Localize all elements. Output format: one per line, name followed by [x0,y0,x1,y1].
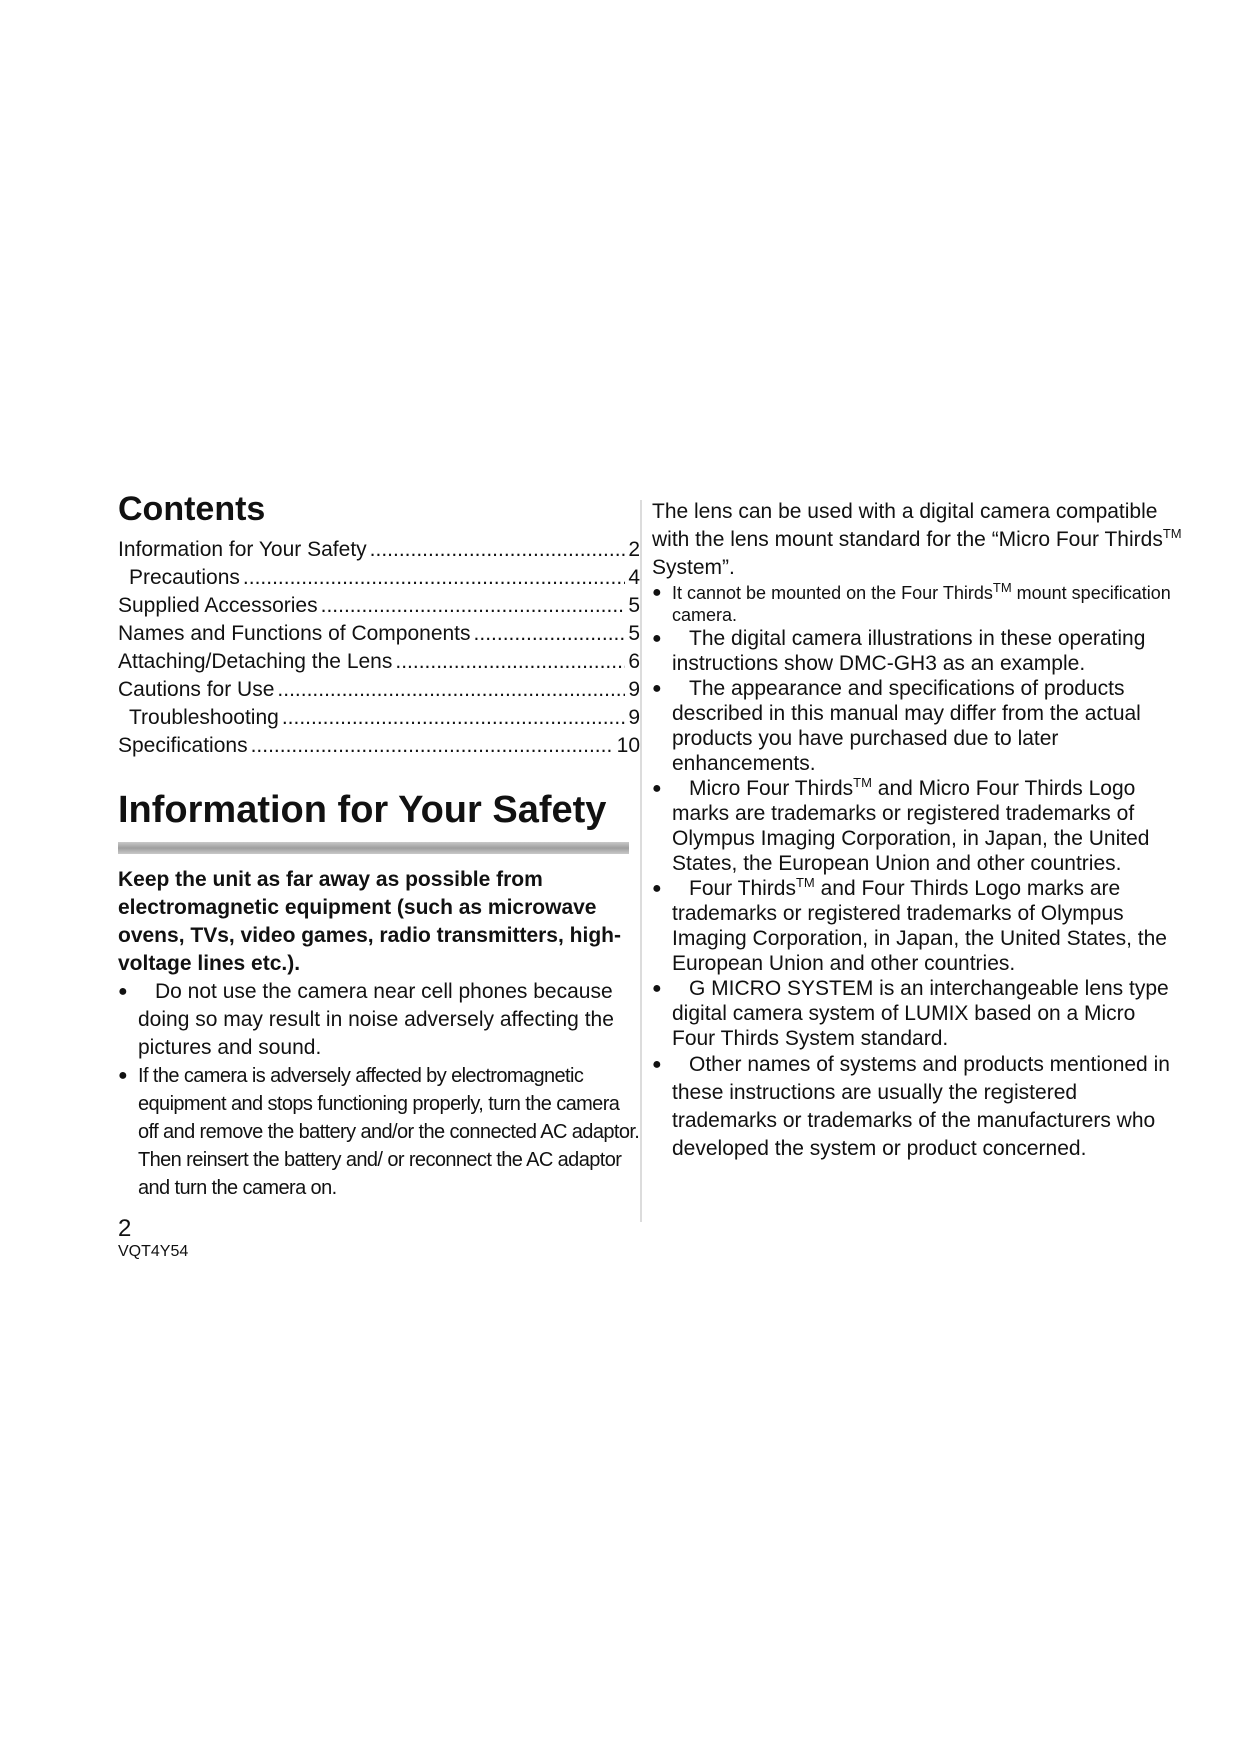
toc-leader [277,676,625,704]
bullet-text [672,876,1184,976]
toc-page: 9 [628,678,640,701]
heading-underline [118,842,629,854]
trademark-sup: TM [853,775,872,790]
toc-leader [474,620,626,648]
toc-page: 2 [628,538,640,561]
b4-text: Four Thirds [689,877,796,900]
bullet-icon: ● [652,680,662,697]
bullet-text [672,582,1184,626]
toc-item[interactable] [118,564,640,592]
bullet-text: The digital camera illustrations in these operating instructions show DMC-GH3 as an example. [672,627,1146,675]
bullet-text [672,776,1184,876]
toc-label: Information for Your Safety [118,538,367,561]
trademark-sup: TM [1162,526,1182,541]
bullet-icon: ● [652,630,662,647]
toc-leader [243,564,625,592]
bullet-icon: ● [652,1056,662,1073]
bullet-icon: ● [652,980,662,997]
toc-item[interactable] [118,704,640,732]
list-item [118,1062,640,1202]
toc-label: Precautions [129,566,240,589]
bullet-icon: ● [652,880,662,897]
list-item [652,676,1184,776]
b3-text-end: and Micro Four Thirds Logo marks are trademarks or registered trademarks of Olympus Imaging Corporation, in Japan, the United States, the European Union and other countries. [672,777,1150,875]
toc-page: 4 [628,566,640,589]
bullet-text: G MICRO SYSTEM is an interchangeable lens type digital camera system of LUMIX based on a Micro Four Thirds System standard. [672,977,1169,1050]
toc-label: Attaching/Detaching the Lens [118,650,393,673]
column-divider [640,500,642,1222]
toc-item[interactable] [118,536,640,564]
table-of-contents [118,536,640,760]
list-item [652,876,1184,976]
lens-compatibility-intro [652,498,1184,582]
safety-heading: Information for Your Safety [118,789,607,831]
toc-page: 5 [628,594,640,617]
toc-label: Names and Functions of Components [118,622,471,645]
list-item [652,976,1184,1051]
bullet-text: Other names of systems and products mentioned in these instructions are usually the registered trademarks or trademarks of the manufacturers who developed the system or product concerned. [672,1053,1170,1160]
toc-item[interactable] [118,676,640,704]
toc-item[interactable] [118,620,640,648]
toc-item[interactable] [118,648,640,676]
notes-list [652,582,1184,1163]
toc-label: Troubleshooting [129,706,279,729]
toc-leader [370,536,626,564]
note-text-end: mount specification camera. [672,583,1171,625]
page-number: 2 [118,1215,132,1242]
bullet-text: If the camera is adversely affected by electromagnetic equipment and stops functioning properly, turn the camera off and remove the battery and/or the connected AC adaptor. Then reinsert the battery and/ or reconnect the AC adaptor and turn the camera on. [138,1065,640,1199]
list-item [652,776,1184,876]
list-item [118,978,640,1062]
toc-leader [395,648,625,676]
toc-label: Specifications [118,734,248,757]
toc-page: 9 [628,706,640,729]
bullet-text: The appearance and specifications of products described in this manual may differ from the actual products you have purchased due to later enhancements. [672,677,1141,775]
document-code: VQT4Y54 [118,1243,189,1260]
trademark-sup: TM [992,580,1012,595]
toc-label: Cautions for Use [118,678,275,701]
bullet-icon: ● [652,584,662,601]
toc-leader [251,732,614,760]
right-column [652,498,1184,1163]
note-text: It cannot be mounted on the Four Thirds [672,583,993,603]
toc-page: 6 [628,650,640,673]
bullet-text: Do not use the camera near cell phones because doing so may result in noise adversely affecting the pictures and sound. [138,980,614,1059]
left-column [118,490,640,1202]
toc-page: 10 [616,734,640,757]
list-item [652,1051,1184,1163]
toc-leader [321,592,626,620]
b4-text-end: and Four Thirds Logo marks are trademarks or registered trademarks of Olympus Imaging Corporation, in Japan, the United States, the European Union and other countries. [672,877,1167,975]
b3-text: Micro Four Thirds [689,777,854,800]
safety-warning: Keep the unit as far away as possible from electromagnetic equipment (such as microwave ovens, TVs, video games, radio transmitters, high-voltage lines etc.). [118,868,621,975]
toc-item[interactable] [118,732,640,760]
list-item [652,626,1184,676]
intro-text-end: System”. [652,556,735,579]
toc-page: 5 [628,622,640,645]
toc-leader [282,704,625,732]
bullet-icon: ● [118,983,128,1000]
trademark-sup: TM [795,875,815,890]
toc-item[interactable] [118,592,640,620]
bullet-icon: ● [652,780,662,797]
list-item [652,582,1184,626]
bullet-icon: ● [118,1067,128,1084]
intro-text: The lens can be used with a digital camera compatible with the lens mount standard for the “Micro Four Thirds [652,500,1163,551]
contents-heading: Contents [118,490,266,528]
toc-label: Supplied Accessories [118,594,318,617]
safety-bullets [118,978,640,1202]
